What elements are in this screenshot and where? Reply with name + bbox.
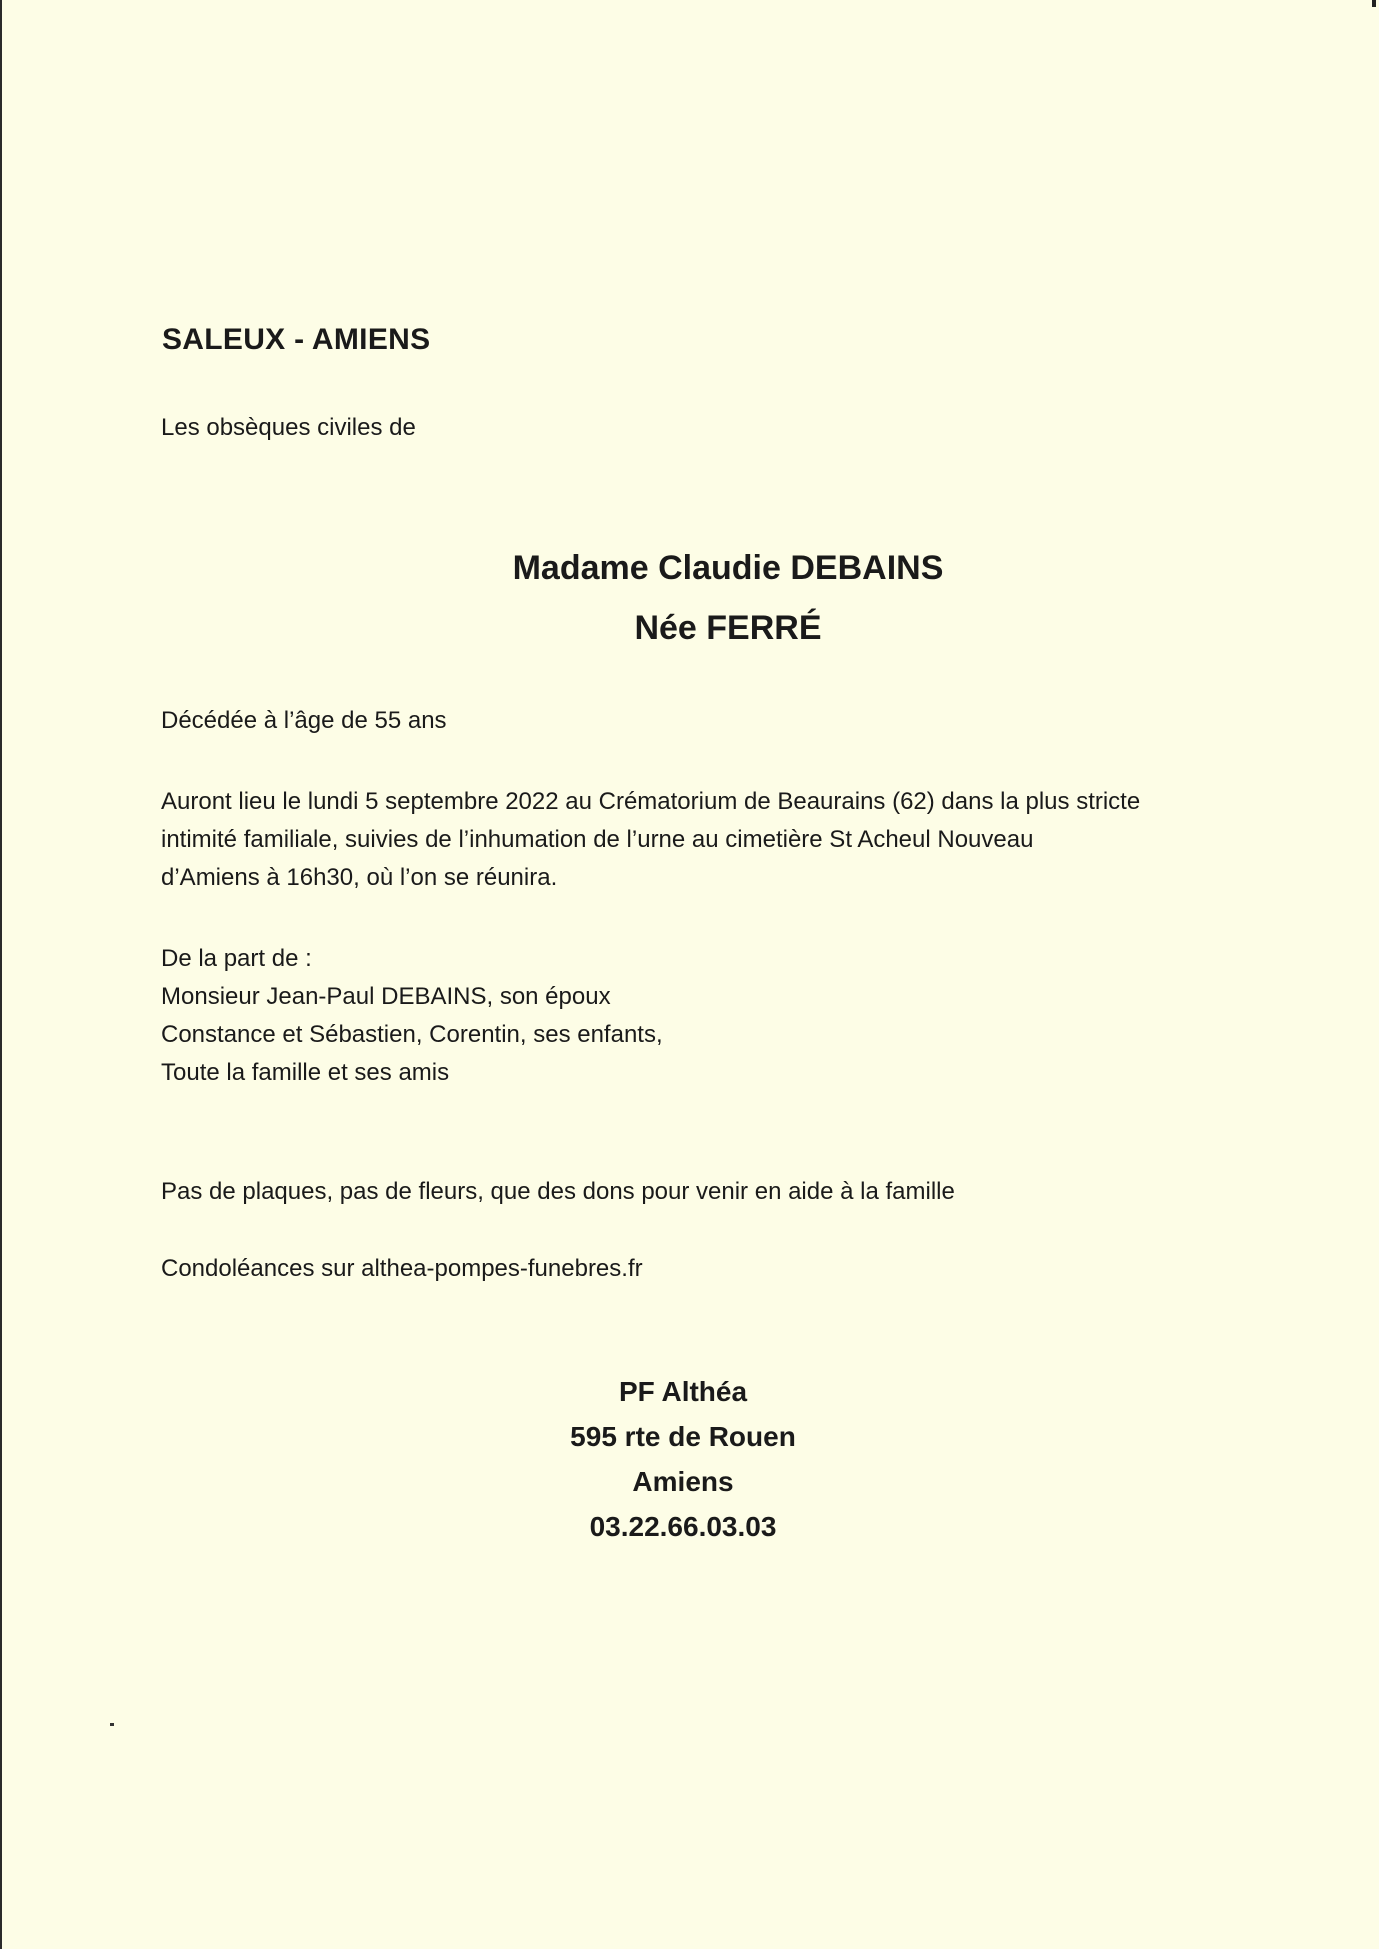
funeral-home-city: Amiens xyxy=(632,1466,734,1497)
funeral-home-address: 595 rte de Rouen xyxy=(570,1421,796,1452)
ceremony-line: intimité familiale, suivies de l’inhumation de l’urne au cimetière St Acheul Nouveau xyxy=(161,826,1034,853)
deceased-maiden-name: Née FERRÉ xyxy=(634,609,822,647)
funeral-home-name: PF Althéa xyxy=(618,1376,748,1407)
deceased-name-block xyxy=(0,538,1379,658)
funeral-home-contact xyxy=(0,1369,1366,1549)
scan-corner-mark xyxy=(1372,0,1376,7)
intro-text: Les obsèques civiles de xyxy=(161,414,416,441)
flowers-notice: Pas de plaques, pas de fleurs, que des dons pour venir en aide à la famille xyxy=(161,1178,955,1205)
family-intro: De la part de : xyxy=(161,945,312,972)
funeral-home-phone: 03.22.66.03.03 xyxy=(589,1511,777,1542)
location-heading: SALEUX - AMIENS xyxy=(162,323,431,356)
ceremony-line: d’Amiens à 16h30, où l’on se réunira. xyxy=(161,864,558,891)
scan-left-edge xyxy=(0,0,2,1949)
family-paragraph xyxy=(161,940,663,1092)
scan-speck xyxy=(110,1723,114,1726)
condolences-line: Condoléances sur althea-pompes-funebres.fr xyxy=(161,1255,643,1282)
ceremony-paragraph xyxy=(161,783,1140,897)
family-member: Monsieur Jean-Paul DEBAINS, son époux xyxy=(161,983,611,1010)
deceased-name: Madame Claudie DEBAINS xyxy=(512,549,944,587)
age-line: Décédée à l’âge de 55 ans xyxy=(161,707,447,734)
ceremony-line: Auront lieu le lundi 5 septembre 2022 au Crématorium de Beaurains (62) dans la plus stricte xyxy=(161,788,1141,815)
family-member: Toute la famille et ses amis xyxy=(161,1059,450,1086)
family-member: Constance et Sébastien, Corentin, ses enfants, xyxy=(161,1021,663,1048)
